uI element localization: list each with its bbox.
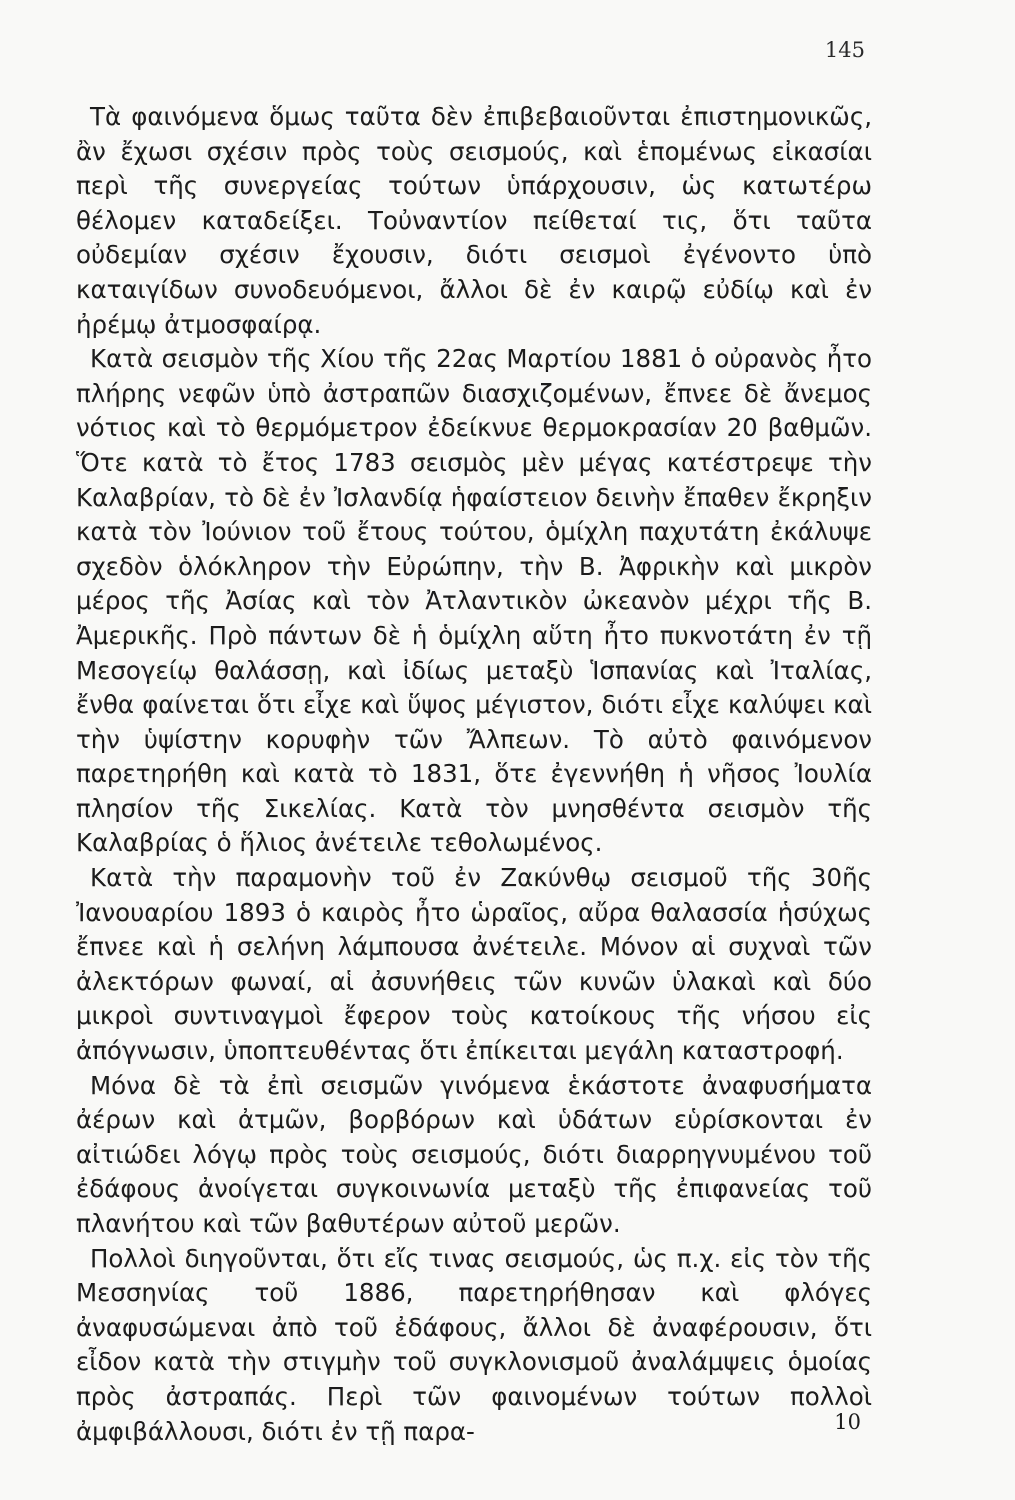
body-text — [76, 100, 872, 1449]
paragraph-3: Κατὰ τὴν παραμονὴν τοῦ ἐν Ζακύνθῳ σεισμοῦ τῆς 30ῆς Ἰανουαρίου 1893 ὁ καιρὸς ἦτο ὡραῖος, αὔρα θαλασσία ἡσύχως ἔπνεε καὶ ἡ σελήνη λάμπουσα ἀνέτειλε. Μόνον αἱ συχναὶ τῶν ἀλεκτόρων φωναί, αἱ ἀσυνήθεις τῶν κυνῶν ὑλακαὶ καὶ δύο μικροὶ συντιναγμοὶ ἔφερον τοὺς κατοίκους τῆς νήσου εἰς ἀπόγνωσιν, ὑποπτευθέντας ὅτι ἐπίκειται μεγάλη καταστροφή. — [76, 863, 872, 1066]
signature-mark: 10 — [834, 1410, 861, 1434]
paragraph-2: Κατὰ σεισμὸν τῆς Χίου τῆς 22ας Μαρτίου 1881 ὁ οὐρανὸς ἦτο πλήρης νεφῶν ὑπὸ ἀστραπῶν διασχιζομένων, ἔπνεε δὲ ἄνεμος νότιος καὶ τὸ θερμόμετρον ἐδείκνυε θερμοκρασίαν 20 βαθμῶν. Ὅτε κατὰ τὸ ἔτος 1783 σεισμὸς μὲν μέγας κατέστρεψε τὴν Καλαβρίαν, τὸ δὲ ἐν Ἰσλανδίᾳ ἡφαίστειον δεινὴν ἔπαθεν ἔκρηξιν κατὰ τὸν Ἰούνιον τοῦ ἔτους τούτου, ὁμίχλη παχυτάτη ἐκάλυψε σχεδὸν ὁλόκληρον τὴν Εὐρώπην, τὴν Β. Ἀφρικὴν καὶ μικρὸν μέρος τῆς Ἀσίας καὶ τὸν Ἀτλαντικὸν ὠκεανὸν μέχρι τῆς Β. Ἀμερικῆς. Πρὸ πάντων δὲ ἡ ὁμίχλη αὕτη ἦτο πυκνοτάτη ἐν τῇ Μεσογείῳ θαλάσσῃ, καὶ ἰδίως μεταξὺ Ἱσπανίας καὶ Ἰταλίας, ἔνθα φαίνεται ὅτι εἶχε καὶ ὕψος μέγιστον, διότι εἶχε καλύψει καὶ τὴν ὑψίστην κορυφὴν τῶν Ἄλπεων. Τὸ αὐτὸ φαινόμενον παρετηρήθη καὶ κατὰ τὸ 1831, ὅτε ἐγεννήθη ἡ νῆσος Ἰουλία πλησίον τῆς Σικελίας. Κατὰ τὸν μνησθέντα σεισμὸν τῆς Καλαβρίας ὁ ἥλιος ἀνέτειλε τεθολωμένος. — [76, 344, 872, 858]
paragraph-4: Μόνα δὲ τὰ ἐπὶ σεισμῶν γινόμενα ἑκάστοτε ἀναφυσήματα ἀέρων καὶ ἀτμῶν, βορβόρων καὶ ὑδάτων εὑρίσκονται ἐν αἰτιώδει λόγῳ πρὸς τοὺς σεισμούς, διότι διαρρηγνυμένου τοῦ ἐδάφους ἀνοίγεται συγκοινωνία μεταξὺ τῆς ἐπιφανείας τοῦ πλανήτου καὶ τῶν βαθυτέρων αὐτοῦ μερῶν. — [76, 1070, 872, 1238]
page-number: 145 — [824, 38, 865, 62]
paragraph-1: Τὰ φαινόμενα ὅμως ταῦτα δὲν ἐπιβεβαιοῦνται ἐπιστημονικῶς, ἂν ἔχωσι σχέσιν πρὸς τοὺς σεισμούς, καὶ ἑπομένως εἰκασίαι περὶ τῆς συνεργείας τούτων ὑπάρχουσιν, ὡς κατωτέρω θέλομεν καταδείξει. Τοὐναντίον πείθεταί τις, ὅτι ταῦτα οὐδεμίαν σχέσιν ἔχουσιν, διότι σεισμοὶ ἐγένοντο ὑπὸ καταιγίδων συνοδευόμενοι, ἄλλοι δὲ ἐν καιρῷ εὐδίῳ καὶ ἐν ἠρέμῳ ἀτμοσφαίρᾳ. — [76, 102, 872, 339]
paragraph-5: Πολλοὶ διηγοῦνται, ὅτι εἴς τινας σεισμούς, ὡς π.χ. εἰς τὸν τῆς Μεσσηνίας τοῦ 1886, παρετηρήθησαν καὶ φλόγες ἀναφυσώμεναι ἀπὸ τοῦ ἐδάφους, ἄλλοι δὲ ἀναφέρουσιν, ὅτι εἶδον κατὰ τὴν στιγμὴν τοῦ συγκλονισμοῦ ἀναλάμψεις ὁμοίας πρὸς ἀστραπάς. Περὶ τῶν φαινομένων τούτων πολλοὶ ἀμφιβάλλουσι, διότι ἐν τῇ παρα- — [76, 1243, 872, 1446]
